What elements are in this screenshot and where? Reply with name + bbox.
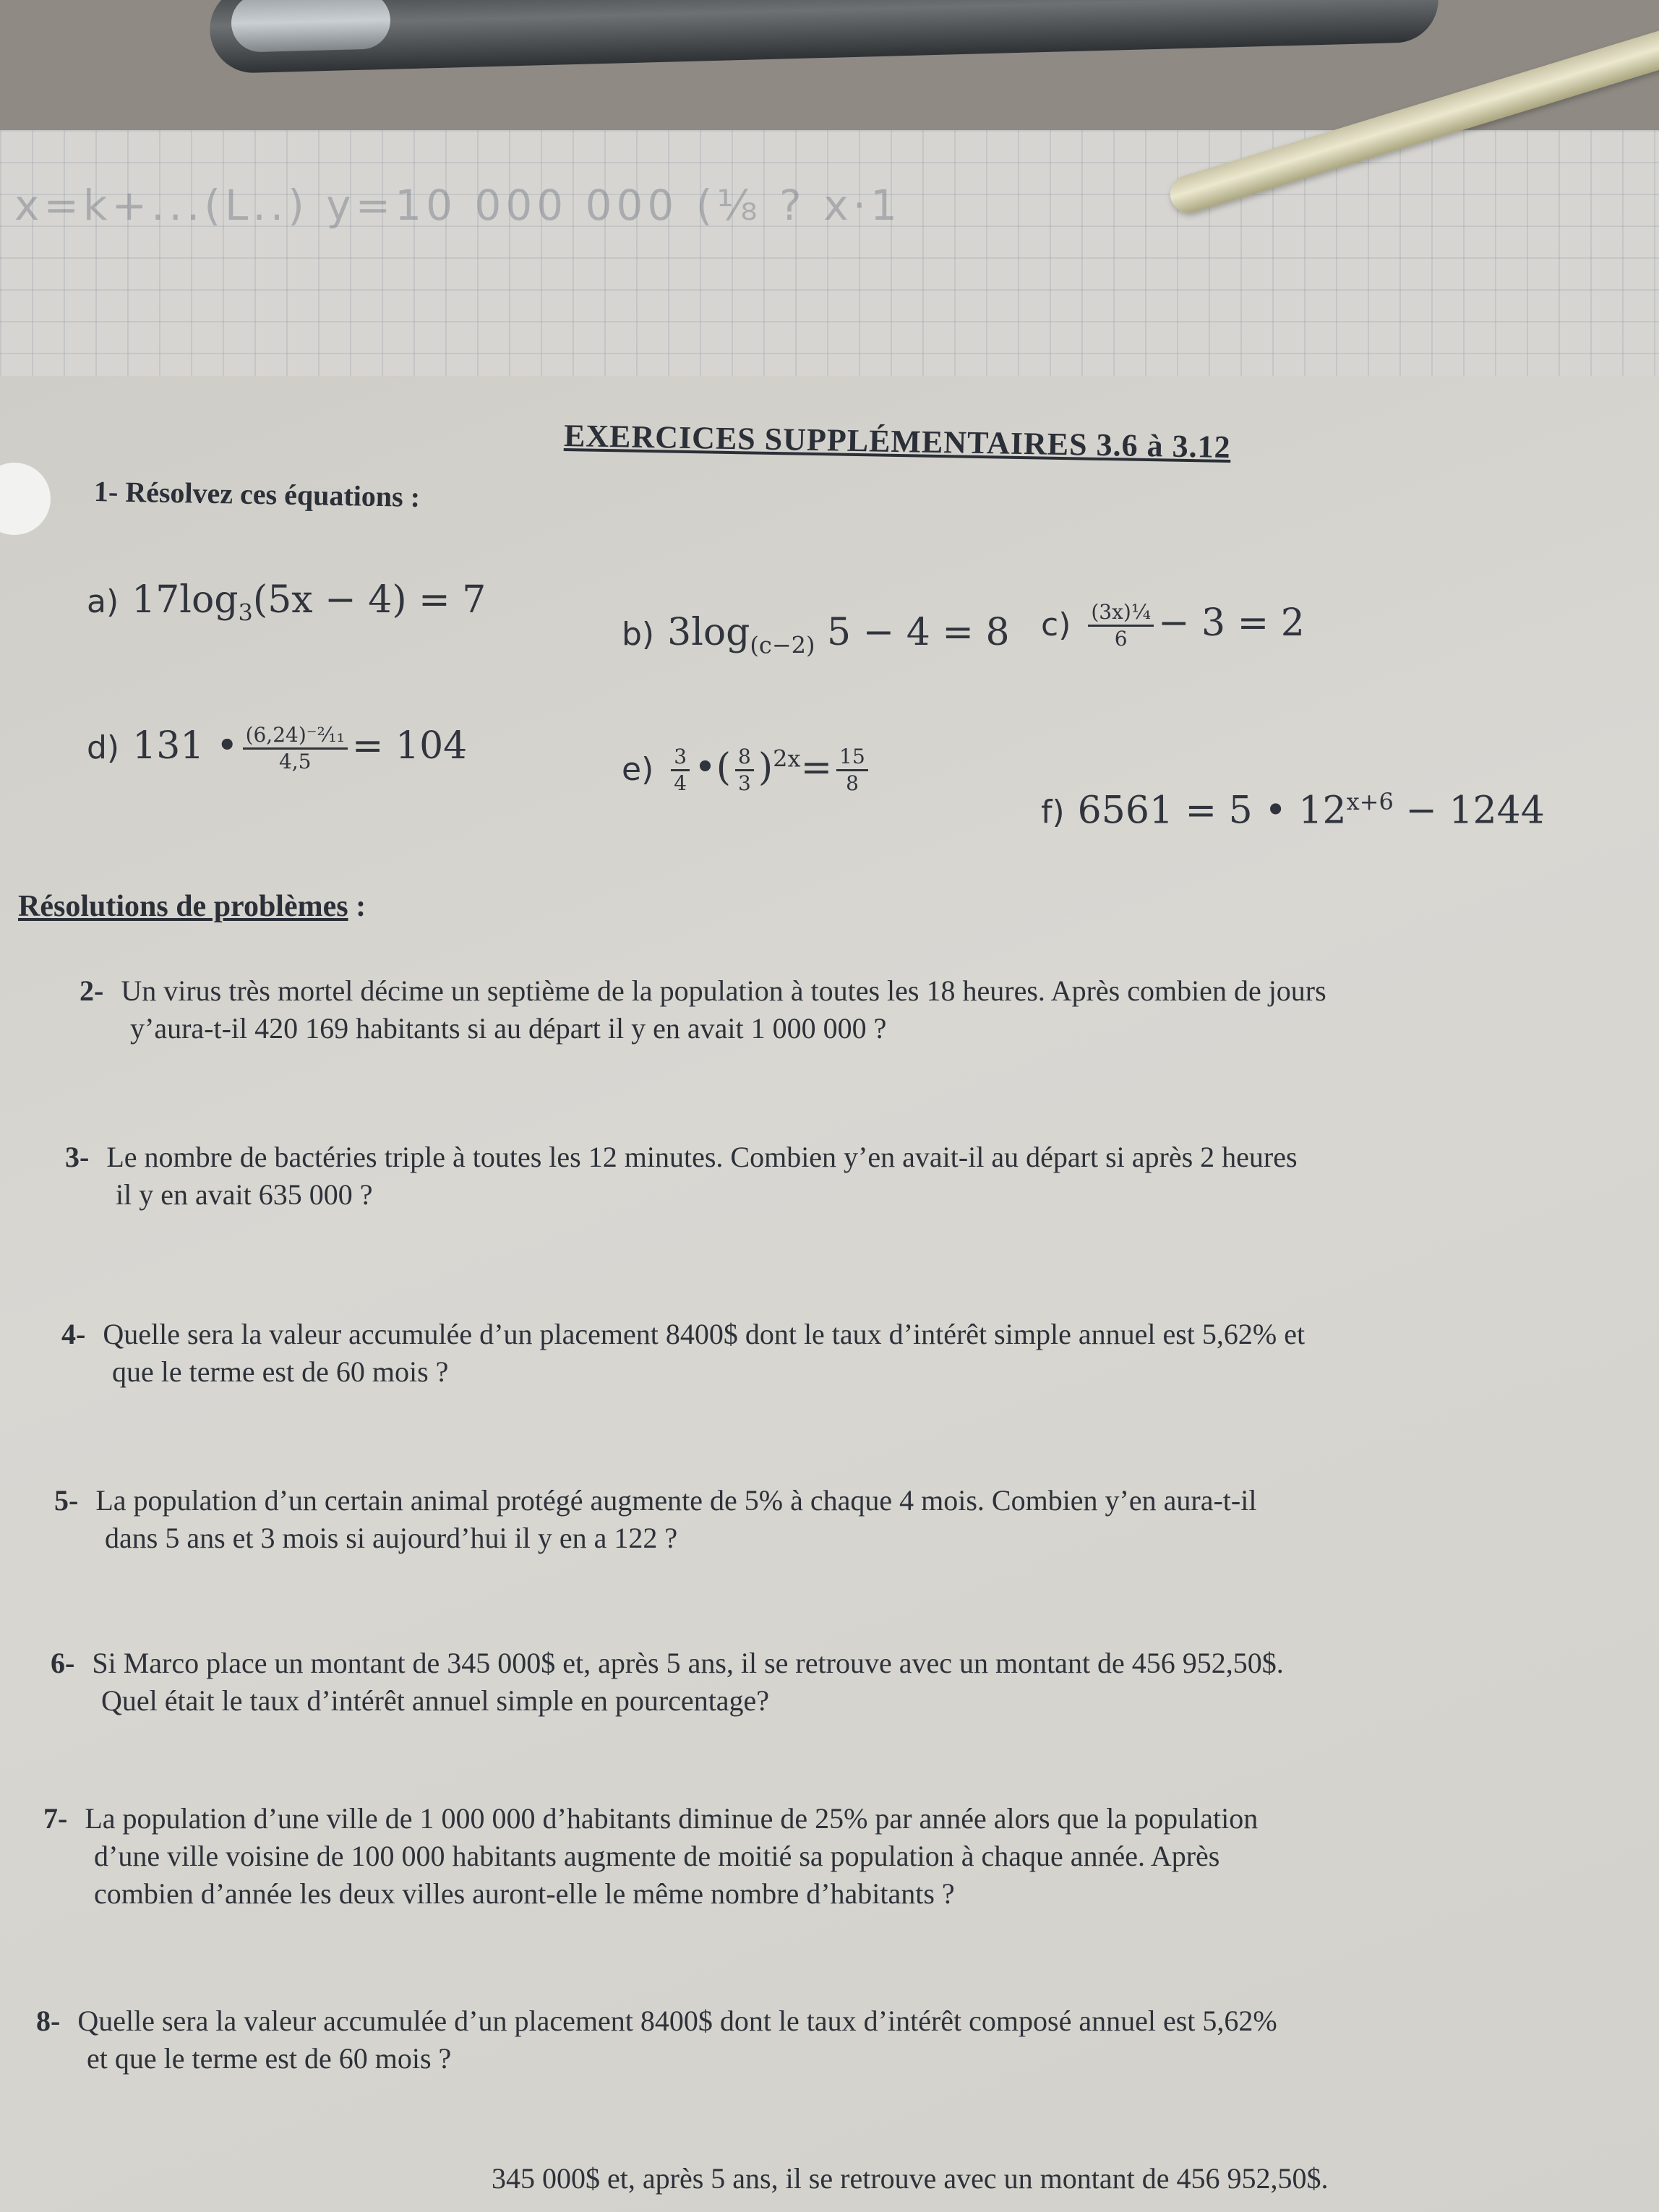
equation-e-close: ) bbox=[758, 746, 773, 789]
problem-8 bbox=[36, 2002, 1277, 2078]
equation-b bbox=[622, 611, 1010, 659]
equation-e-exponent: 2x bbox=[773, 745, 801, 773]
problem-2 bbox=[80, 972, 1326, 1047]
equation-f-tail: − 1244 bbox=[1393, 789, 1545, 833]
equation-f-expr: 6561 = 5 • 12 bbox=[1077, 789, 1347, 833]
worksheet-title: EXERCICES SUPPLÉMENTAIRES 3.6 à 3.12 bbox=[563, 417, 1232, 466]
handwritten-notes: x=k+...(L..) y=10 000 000 (⅛ ? x·1 bbox=[14, 181, 901, 230]
equation-d-rest: = 104 bbox=[351, 724, 468, 768]
problem-text: d’une ville voisine de 100 000 habitants augmente de moitié sa population à chaque année. Après bbox=[94, 1840, 1220, 1872]
section-title: Résolutions de problèmes bbox=[18, 890, 348, 923]
equation-c-rest: − 3 = 2 bbox=[1157, 601, 1305, 645]
equation-e-den-1: 4 bbox=[674, 771, 687, 795]
problem-text: et que le terme est de 60 mois ? bbox=[87, 2042, 452, 2075]
equation-f-exponent: x+6 bbox=[1346, 788, 1394, 815]
equation-e-den-3: 8 bbox=[846, 771, 859, 795]
equation-e-dot: •( bbox=[694, 746, 732, 789]
cut-off-text: 345 000$ et, après 5 ans, il se retrouve avec un montant de 456 952,50$. bbox=[492, 2162, 1329, 2195]
equation-e-fraction-2 bbox=[735, 745, 754, 796]
equation-a-rest: (5x − 4) = 7 bbox=[252, 578, 486, 622]
equation-e-num-1: 3 bbox=[671, 745, 690, 771]
equation-f-label: f) bbox=[1041, 794, 1065, 831]
problem-text: Quelle sera la valeur accumulée d’un placement 8400$ dont le taux d’intérêt composé annuel est 5,62% bbox=[77, 2005, 1277, 2037]
equation-e bbox=[622, 745, 873, 796]
equation-b-rest: 5 − 4 = 8 bbox=[815, 611, 1010, 654]
equation-c-label: c) bbox=[1041, 606, 1071, 643]
equation-c-denominator: 6 bbox=[1114, 627, 1128, 651]
problem-text: Le nombre de bactéries triple à toutes les 12 minutes. Combien y’en avait-il au départ si après 2 heures bbox=[106, 1141, 1298, 1173]
equation-e-fraction-3 bbox=[836, 745, 868, 796]
equation-e-equals: = bbox=[800, 746, 833, 789]
problem-number: 8- bbox=[36, 2005, 61, 2037]
equation-b-base: (c−2) bbox=[750, 631, 815, 659]
section-heading bbox=[18, 889, 366, 924]
equation-c-numerator: (3x)¼ bbox=[1088, 600, 1154, 627]
problem-7 bbox=[43, 1800, 1258, 1913]
problem-3 bbox=[65, 1139, 1298, 1214]
problem-4 bbox=[61, 1316, 1305, 1391]
problem-text: il y en avait 635 000 ? bbox=[116, 1178, 373, 1211]
problem-5 bbox=[54, 1482, 1256, 1557]
equation-d-label: d) bbox=[87, 729, 120, 766]
problem-number: 5- bbox=[54, 1484, 79, 1517]
problem-6 bbox=[51, 1645, 1284, 1720]
pen-object bbox=[209, 0, 1440, 74]
equation-e-den-2: 3 bbox=[738, 771, 751, 795]
problem-text: Un virus très mortel décime un septième de la population à toutes les 18 heures. Après combien de jours bbox=[121, 974, 1326, 1007]
problem-text: combien d’année les deux villes auront-elle le même nombre d’habitants ? bbox=[94, 1877, 955, 1910]
problem-text: que le terme est de 60 mois ? bbox=[112, 1355, 449, 1388]
problem-text: Quel était le taux d’intérêt annuel simple en pourcentage? bbox=[101, 1684, 770, 1717]
question-1-heading: 1- Résolvez ces équations : bbox=[93, 475, 421, 513]
problem-number: 3- bbox=[65, 1141, 90, 1173]
equation-c-fraction bbox=[1088, 600, 1154, 651]
equation-d-fraction bbox=[243, 723, 348, 774]
equation-d bbox=[87, 723, 467, 774]
problem-text: La population d’un certain animal protégé augmente de 5% à chaque 4 mois. Combien y’en aura-t-il bbox=[95, 1484, 1257, 1517]
equation-a-prefix: 17log bbox=[132, 578, 239, 622]
problem-text: La population d’une ville de 1 000 000 d’habitants diminue de 25% par année alors que la population bbox=[85, 1802, 1259, 1835]
problem-text: dans 5 ans et 3 mois si aujourd’hui il y en a 122 ? bbox=[105, 1522, 678, 1554]
problem-text: Si Marco place un montant de 345 000$ et, après 5 ans, il se retrouve avec un montant de 456 952,50$. bbox=[92, 1647, 1284, 1679]
problem-number: 2- bbox=[80, 974, 104, 1007]
equation-b-prefix: 3log bbox=[667, 611, 750, 654]
equation-e-num-2: 8 bbox=[735, 745, 754, 771]
problem-text: y’aura-t-il 420 169 habitants si au départ il y en avait 1 000 000 ? bbox=[130, 1012, 887, 1045]
equation-a bbox=[87, 578, 486, 626]
problem-number: 4- bbox=[61, 1318, 86, 1350]
equation-d-prefix: 131 • bbox=[132, 724, 239, 768]
problem-text: Quelle sera la valeur accumulée d’un placement 8400$ dont le taux d’intérêt simple annuel est 5,62% et bbox=[103, 1318, 1306, 1350]
equation-d-numerator: (6,24)⁻²⁄₁₁ bbox=[243, 723, 348, 750]
equation-e-num-3: 15 bbox=[836, 745, 868, 771]
equation-e-fraction-1 bbox=[671, 745, 690, 796]
problem-number: 6- bbox=[51, 1647, 75, 1679]
equation-e-label: e) bbox=[622, 751, 654, 788]
equation-d-denominator: 4,5 bbox=[278, 750, 312, 773]
pen-cap bbox=[231, 0, 391, 53]
equation-a-base: 3 bbox=[238, 599, 253, 627]
section-colon: : bbox=[348, 890, 366, 923]
problem-number: 7- bbox=[43, 1802, 68, 1835]
equation-f bbox=[1041, 788, 1545, 832]
equation-a-label: a) bbox=[87, 583, 119, 620]
equation-b-label: b) bbox=[622, 616, 655, 653]
equation-c bbox=[1041, 600, 1305, 651]
